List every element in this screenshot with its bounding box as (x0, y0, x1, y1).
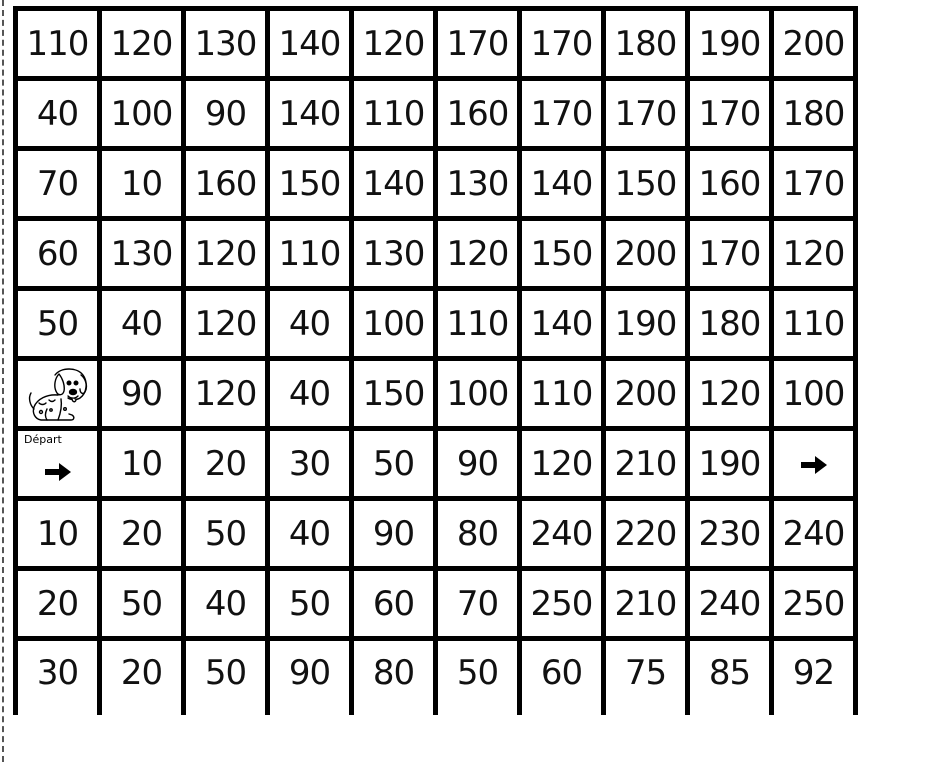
grid-cell[interactable] (520, 429, 604, 499)
cell-number: 250 (782, 583, 845, 624)
cell-number: 140 (530, 303, 593, 344)
cell-number: 240 (530, 513, 593, 554)
grid-cell[interactable] (352, 79, 436, 149)
cell-number: 170 (530, 93, 593, 134)
grid-cell[interactable] (184, 219, 268, 289)
cell-number: 70 (456, 583, 499, 624)
grid-cell[interactable] (100, 9, 184, 79)
grid-cell[interactable] (604, 9, 688, 79)
cell-number: 120 (530, 443, 593, 484)
cell-number: 120 (446, 233, 509, 274)
grid-cell[interactable] (772, 289, 856, 359)
cell-number: 120 (782, 233, 845, 274)
cell-number: 85 (708, 653, 751, 693)
cell-number: 40 (288, 513, 331, 554)
grid-cell[interactable] (16, 569, 100, 639)
grid-cell[interactable] (520, 289, 604, 359)
cell-number: 240 (782, 513, 845, 554)
grid-cell[interactable] (688, 289, 772, 359)
grid-cell[interactable] (352, 289, 436, 359)
cell-number: 130 (362, 233, 425, 274)
cell-number: 150 (362, 373, 425, 414)
cell-number: 60 (540, 653, 583, 693)
grid-row (16, 9, 856, 79)
grid-cell[interactable] (352, 219, 436, 289)
grid-cell[interactable] (436, 499, 520, 569)
grid-cell[interactable] (16, 9, 100, 79)
cell-number: 30 (36, 653, 79, 693)
cut-line (2, 0, 4, 762)
cell-number: 140 (362, 163, 425, 204)
grid-cell[interactable] (268, 639, 352, 716)
cell-number: 240 (698, 583, 761, 624)
grid-cell[interactable] (688, 9, 772, 79)
grid-cell[interactable] (436, 9, 520, 79)
cell-number: 70 (36, 163, 79, 204)
dog-cell[interactable] (16, 359, 100, 429)
grid-cell[interactable] (352, 639, 436, 716)
cell-number: 90 (288, 653, 331, 693)
cell-number: 80 (456, 513, 499, 554)
cell-number: 40 (288, 373, 331, 414)
grid-row (16, 639, 856, 716)
cell-number: 180 (698, 303, 761, 344)
grid-row (16, 289, 856, 359)
cell-number: 230 (698, 513, 761, 554)
grid-cell[interactable] (184, 499, 268, 569)
grid-cell[interactable] (100, 639, 184, 716)
cell-number: 140 (278, 93, 341, 134)
grid-cell[interactable] (688, 219, 772, 289)
grid-row (16, 359, 856, 429)
cell-number: 50 (120, 583, 163, 624)
cell-number: 120 (110, 23, 173, 64)
grid-row (16, 219, 856, 289)
cell-number: 180 (782, 93, 845, 134)
grid-cell[interactable] (520, 499, 604, 569)
grid-cell[interactable] (520, 639, 604, 716)
cell-number: 120 (194, 373, 257, 414)
grid-row (16, 79, 856, 149)
cell-number: 90 (204, 93, 247, 134)
dog-icon (25, 365, 91, 423)
grid-cell[interactable] (520, 359, 604, 429)
grid-cell[interactable] (352, 9, 436, 79)
cell-number: 30 (288, 443, 331, 484)
grid-cell[interactable] (520, 219, 604, 289)
cell-number: 220 (614, 513, 677, 554)
grid-cell[interactable] (688, 149, 772, 219)
cell-number: 120 (698, 373, 761, 414)
grid-cell[interactable] (184, 569, 268, 639)
cell-number: 190 (698, 443, 761, 484)
cell-number: 110 (782, 303, 845, 344)
grid-cell[interactable] (436, 289, 520, 359)
cell-number: 140 (530, 163, 593, 204)
grid-cell[interactable] (520, 149, 604, 219)
grid-cell[interactable] (268, 429, 352, 499)
grid-cell[interactable] (520, 569, 604, 639)
cell-number: 210 (614, 443, 677, 484)
grid-cell[interactable] (352, 429, 436, 499)
cell-number: 100 (110, 93, 173, 134)
grid-cell[interactable] (184, 639, 268, 716)
grid-cell[interactable] (184, 149, 268, 219)
cell-number: 92 (792, 653, 835, 693)
cell-number: 130 (110, 233, 173, 274)
grid-cell[interactable] (16, 499, 100, 569)
grid-cell[interactable] (604, 149, 688, 219)
grid-cell[interactable] (352, 569, 436, 639)
grid-cell[interactable] (520, 9, 604, 79)
cell-number: 140 (278, 23, 341, 64)
cell-number: 10 (36, 513, 79, 554)
cell-number: 120 (194, 233, 257, 274)
grid-row (16, 569, 856, 639)
grid-cell[interactable] (772, 219, 856, 289)
grid-cell[interactable] (688, 79, 772, 149)
grid-cell[interactable] (352, 149, 436, 219)
grid-cell[interactable] (604, 639, 688, 716)
cell-number: 40 (204, 583, 247, 624)
cell-number: 20 (120, 653, 163, 693)
grid-cell[interactable] (688, 569, 772, 639)
finish-cell[interactable] (772, 429, 856, 499)
cell-number: 190 (614, 303, 677, 344)
number-maze-grid (13, 6, 858, 715)
cell-number: 170 (614, 93, 677, 134)
cell-number: 40 (36, 93, 79, 134)
grid-cell[interactable] (100, 429, 184, 499)
cell-number: 160 (698, 163, 761, 204)
cell-number: 50 (456, 653, 499, 693)
grid-cell[interactable] (352, 499, 436, 569)
grid-cell[interactable] (352, 359, 436, 429)
grid-cell[interactable] (604, 359, 688, 429)
grid-cell[interactable] (16, 289, 100, 359)
cell-number: 60 (36, 233, 79, 274)
cell-number: 110 (530, 373, 593, 414)
cell-number: 40 (288, 303, 331, 344)
cell-number: 250 (530, 583, 593, 624)
grid-cell[interactable] (688, 499, 772, 569)
grid-cell[interactable] (772, 359, 856, 429)
cell-number: 50 (36, 303, 79, 344)
grid-cell[interactable] (772, 499, 856, 569)
grid-cell[interactable] (604, 569, 688, 639)
cell-number: 150 (614, 163, 677, 204)
cell-number: 50 (372, 443, 415, 484)
cell-number: 10 (120, 443, 163, 484)
cell-number: 180 (614, 23, 677, 64)
grid-row (16, 149, 856, 219)
cell-number: 100 (362, 303, 425, 344)
cell-number: 50 (204, 513, 247, 554)
cell-number: 150 (278, 163, 341, 204)
grid-cell[interactable] (100, 149, 184, 219)
cell-number: 20 (120, 513, 163, 554)
arrow-right-icon (43, 461, 73, 483)
grid-cell[interactable] (772, 149, 856, 219)
cell-number: 10 (120, 163, 163, 204)
cell-number: 120 (362, 23, 425, 64)
cell-number: 170 (698, 93, 761, 134)
cell-number: 20 (204, 443, 247, 484)
grid-cell[interactable] (772, 569, 856, 639)
grid-cell[interactable] (604, 429, 688, 499)
cell-number: 90 (456, 443, 499, 484)
grid-cell[interactable] (184, 289, 268, 359)
cell-number: 150 (530, 233, 593, 274)
grid-row (16, 499, 856, 569)
grid-cell[interactable] (184, 9, 268, 79)
start-cell[interactable] (16, 429, 100, 499)
cell-number: 190 (698, 23, 761, 64)
grid-cell[interactable] (268, 499, 352, 569)
grid-cell[interactable] (268, 569, 352, 639)
cell-number: 90 (372, 513, 415, 554)
cell-number: 110 (446, 303, 509, 344)
grid-cell[interactable] (436, 149, 520, 219)
grid-cell[interactable] (688, 429, 772, 499)
grid-cell[interactable] (100, 79, 184, 149)
grid-cell[interactable] (772, 9, 856, 79)
grid-cell[interactable] (436, 429, 520, 499)
grid-cell[interactable] (688, 359, 772, 429)
grid-cell[interactable] (268, 9, 352, 79)
grid-cell[interactable] (268, 289, 352, 359)
cell-number: 200 (614, 373, 677, 414)
grid-cell[interactable] (100, 359, 184, 429)
cell-number: 170 (782, 163, 845, 204)
cell-number: 50 (288, 583, 331, 624)
grid-cell[interactable] (268, 79, 352, 149)
cell-number: 120 (194, 303, 257, 344)
grid-cell[interactable] (772, 79, 856, 149)
grid-cell[interactable] (436, 639, 520, 716)
grid-cell[interactable] (436, 79, 520, 149)
grid-cell[interactable] (436, 219, 520, 289)
grid-cell[interactable] (268, 219, 352, 289)
grid-cell[interactable] (268, 149, 352, 219)
cell-number: 170 (698, 233, 761, 274)
grid-cell[interactable] (436, 569, 520, 639)
cell-number: 50 (204, 653, 247, 693)
cell-number: 60 (372, 583, 415, 624)
cell-number: 110 (278, 233, 341, 274)
start-label: Départ (24, 433, 62, 446)
cell-number: 130 (194, 23, 257, 64)
cell-number: 110 (26, 23, 89, 64)
grid-cell[interactable] (16, 639, 100, 716)
cell-number: 110 (362, 93, 425, 134)
cell-number: 210 (614, 583, 677, 624)
cell-number: 170 (530, 23, 593, 64)
cell-number: 170 (446, 23, 509, 64)
grid-cell[interactable] (184, 429, 268, 499)
cell-number: 160 (194, 163, 257, 204)
grid-cell[interactable] (604, 289, 688, 359)
grid-cell[interactable] (100, 289, 184, 359)
cell-number: 20 (36, 583, 79, 624)
grid-cell[interactable] (100, 219, 184, 289)
grid-cell[interactable] (604, 499, 688, 569)
grid-cell[interactable] (16, 219, 100, 289)
grid-row (16, 429, 856, 499)
grid-cell[interactable] (184, 359, 268, 429)
cell-number: 130 (446, 163, 509, 204)
grid-cell[interactable] (436, 359, 520, 429)
grid-cell[interactable] (688, 639, 772, 716)
grid-cell[interactable] (16, 79, 100, 149)
grid-cell[interactable] (16, 149, 100, 219)
cell-number: 200 (782, 23, 845, 64)
grid-cell[interactable] (604, 219, 688, 289)
cell-number: 90 (120, 373, 163, 414)
cell-number: 100 (782, 373, 845, 414)
grid-cell[interactable] (520, 79, 604, 149)
grid-cell[interactable] (100, 499, 184, 569)
grid-cell[interactable] (268, 359, 352, 429)
cell-number: 40 (120, 303, 163, 344)
grid-cell[interactable] (772, 639, 856, 716)
cell-number: 160 (446, 93, 509, 134)
grid-cell[interactable] (100, 569, 184, 639)
grid-cell[interactable] (184, 79, 268, 149)
cell-number: 100 (446, 373, 509, 414)
grid-cell[interactable] (604, 79, 688, 149)
cell-number: 80 (372, 653, 415, 693)
cell-number: 200 (614, 233, 677, 274)
arrow-right-icon (799, 454, 829, 476)
cell-number: 75 (624, 653, 667, 693)
